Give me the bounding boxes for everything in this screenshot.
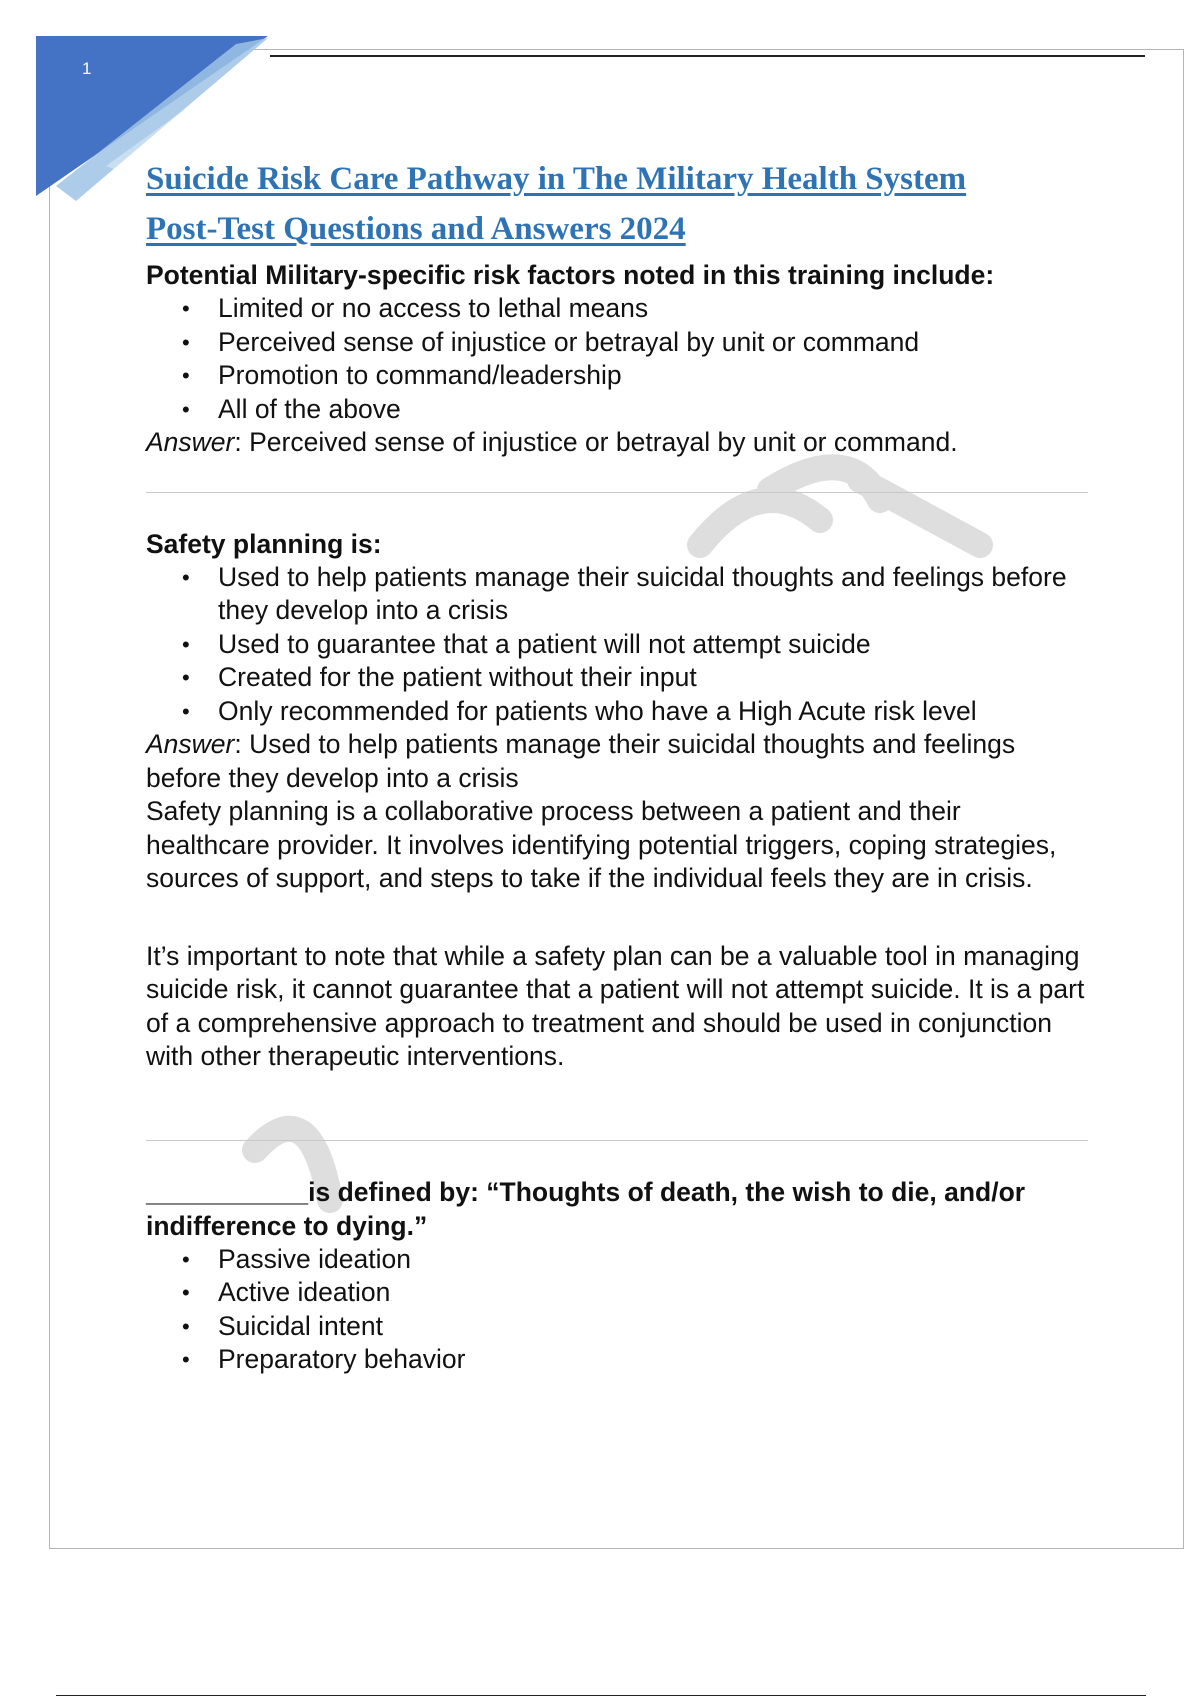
question-1 bbox=[146, 258, 1091, 460]
option-item: • Used to help patients manage their suicidal thoughts and feelings before they develop into a crisis bbox=[218, 561, 1091, 628]
option-item: • Suicidal intent bbox=[218, 1310, 1091, 1344]
answer-line bbox=[146, 426, 1091, 460]
header-rule bbox=[270, 55, 1145, 57]
question-3 bbox=[146, 1175, 1091, 1377]
option-item: • Perceived sense of injustice or betrayal by unit or command bbox=[218, 326, 1091, 360]
option-item: • Promotion to command/leadership bbox=[218, 359, 1091, 393]
question-prompt: Safety planning is: bbox=[146, 528, 382, 559]
answer-label: Answer bbox=[146, 427, 235, 457]
option-item: • Limited or no access to lethal means bbox=[218, 292, 1091, 326]
answer-line bbox=[146, 728, 1091, 795]
option-item: • Passive ideation bbox=[218, 1243, 1091, 1277]
question-prompt: Potential Military-specific risk factors noted in this training include: bbox=[146, 260, 995, 290]
option-list bbox=[146, 292, 1091, 426]
explanation-paragraph: It’s important to note that while a safety plan can be a valuable tool in managing suicide risk, it cannot guarantee that a patient will not attempt suicide. It is a part of a comprehensive approach to treatment and should be used in conjunction with other therapeutic interventions. bbox=[146, 940, 1085, 1071]
title-line-2: Post-Test Questions and Answers 2024 bbox=[146, 211, 686, 247]
option-item: • Active ideation bbox=[218, 1276, 1091, 1310]
option-list bbox=[146, 1243, 1091, 1377]
footer-rule bbox=[56, 1695, 1146, 1696]
page-number: 1 bbox=[82, 59, 92, 78]
section-divider bbox=[146, 492, 1088, 493]
question-2 bbox=[146, 527, 1091, 1074]
option-item: • Used to guarantee that a patient will not attempt suicide bbox=[218, 628, 1091, 662]
explanation-paragraph: Safety planning is a collaborative process between a patient and their healthcare provider. It involves identifying potential triggers, coping strategies, sources of support, and steps to take if the individual feels they are in crisis. bbox=[146, 796, 1057, 893]
document-title bbox=[146, 154, 1091, 254]
answer-text: : Used to help patients manage their suicidal thoughts and feelings before they develop into a crisis bbox=[146, 729, 1016, 793]
document-body bbox=[146, 154, 1091, 1377]
title-line-1: Suicide Risk Care Pathway in The Military Health System bbox=[146, 161, 967, 197]
option-item: • Created for the patient without their input bbox=[218, 661, 1091, 695]
answer-text: : Perceived sense of injustice or betrayal by unit or command. bbox=[234, 427, 958, 457]
section-divider bbox=[146, 1140, 1088, 1141]
answer-label: Answer bbox=[146, 729, 235, 759]
option-item: • Only recommended for patients who have a High Acute risk level bbox=[218, 695, 1091, 729]
question-prompt: ___________is defined by: “Thoughts of death, the wish to die, and/or indifference to dying.” bbox=[146, 1176, 1026, 1241]
option-item: • Preparatory behavior bbox=[218, 1343, 1091, 1377]
option-list bbox=[146, 561, 1091, 729]
option-item: • All of the above bbox=[218, 393, 1091, 427]
